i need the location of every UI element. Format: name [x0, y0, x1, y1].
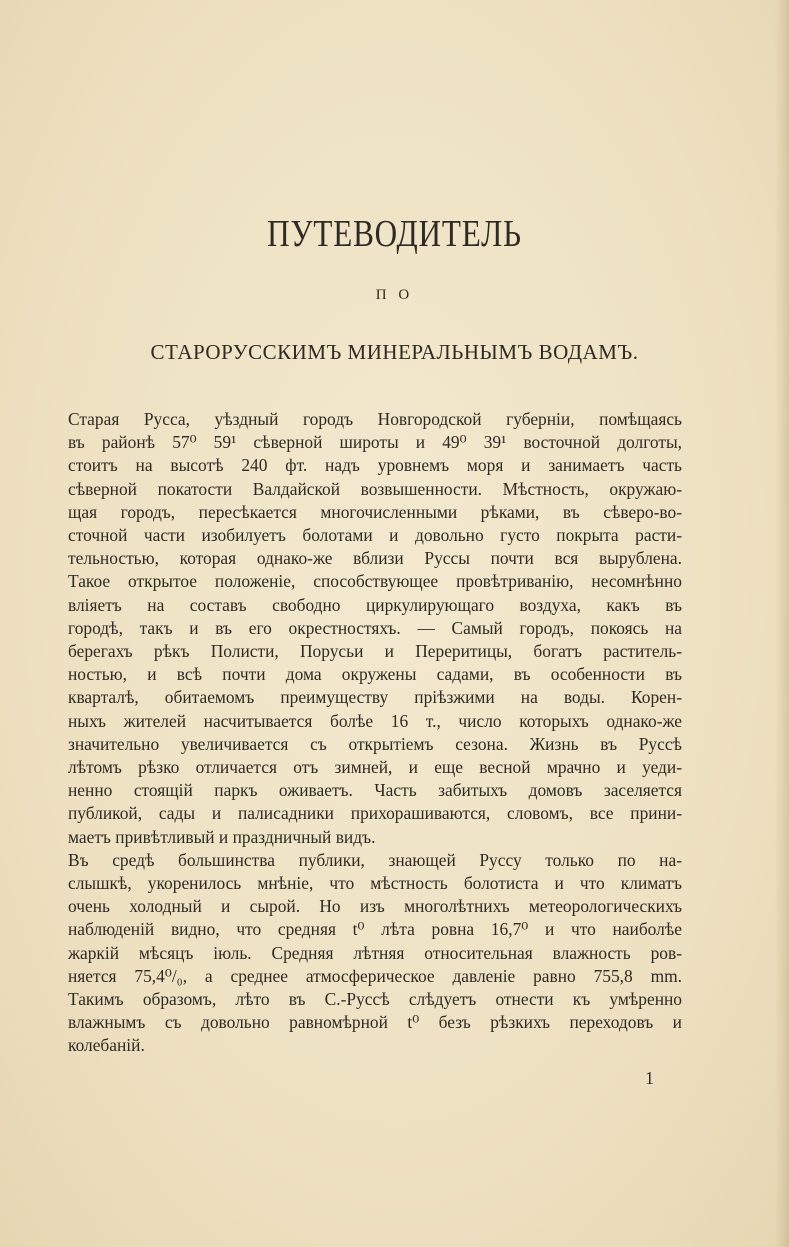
text-line: влажнымъ съ довольно равномѣрной t⁰ безъ рѣзкихъ переходовъ и [68, 1012, 682, 1033]
body-text [68, 408, 682, 1058]
paragraph-1 [68, 408, 682, 849]
text-line: въ районѣ 57⁰ 59¹ сѣверной широты и 49⁰ 39¹ восточной долготы, [68, 432, 682, 453]
text-line: Старая Русса, уѣздный городъ Новгородской губерніи, помѣщаясь [68, 409, 682, 429]
page-edge-shadow [775, 0, 789, 1247]
text-line: Въ средѣ большинства публики, знающей Руссу только по на- [68, 849, 682, 870]
text-line: ненно стоящій паркъ оживаетъ. Часть забитыхъ домовъ заселяется [68, 780, 682, 801]
text-line: вліяетъ на составъ свободно циркулирующаго воздуха, какъ въ [68, 594, 682, 615]
text-line: значительно увеличивается съ открытіемъ сезона. Жизнь въ Руссѣ [68, 733, 682, 754]
text-line: стоитъ на высотѣ 240 фт. надъ уровнемъ моря и занимаетъ часть [68, 455, 682, 476]
text-line: публикой, сады и палисадники прихорашиваются, словомъ, все прини- [68, 803, 682, 824]
text-line: колебаній. [68, 1035, 145, 1056]
text-line: маетъ привѣтливый и праздничный видъ. [68, 826, 376, 847]
text-line: щая городъ, пересѣкается многочисленными рѣками, въ сѣверо-во- [68, 501, 682, 522]
document-subtitle: СТАРОРУССКИМЪ МИНЕРАЛЬНЫМЪ ВОДАМЪ. [150, 340, 639, 364]
title-preposition: П О [375, 287, 414, 303]
text-line: очень холодный и сырой. Но изъ многолѣтнихъ метеорологическихъ [68, 896, 682, 917]
text-line: наблюденій видно, что средняя t⁰ лѣта ровна 16,7⁰ и что наиболѣе [68, 919, 682, 940]
text-line: Такое открытое положеніе, способствующее провѣтриванію, несомнѣнно [68, 571, 682, 592]
text-line: берегахъ рѣкъ Полисти, Порусьи и Переритицы, богатъ раститель- [68, 641, 682, 662]
text-line: тельностью, которая однако-же вблизи Руссы почти вся вырублена. [68, 548, 682, 569]
text-line: слышкѣ, укоренилось мнѣніе, что мѣстность болотиста и что климатъ [68, 873, 682, 894]
document-title: ПУТЕВОДИТЕЛЬ [267, 213, 522, 255]
paragraph-2 [68, 849, 682, 1058]
page-number: 1 [645, 1068, 654, 1088]
text-line: ностью, и всѣ почти дома окружены садами, въ особенности въ [68, 664, 682, 685]
text-line: кварталѣ, обитаемомъ преимуществу пріѣзжими на воды. Корен- [68, 687, 682, 708]
text-line: сѣверной покатости Валдайской возвышенности. Мѣстность, окружаю- [68, 478, 682, 499]
text-line: лѣтомъ рѣзко отличается отъ зимней, и еще весной мрачно и уеди- [68, 757, 682, 778]
text-line: городѣ, такъ и въ его окрестностяхъ. — Самый городъ, покоясь на [68, 617, 682, 638]
text-line: няется 75,4⁰/₀, а среднее атмосферическое давленіе равно 755,8 mm. [68, 965, 682, 986]
text-line: Такимъ образомъ, лѣто въ С.-Руссѣ слѣдуетъ отнести къ умѣренно [68, 989, 682, 1010]
text-line: ныхъ жителей насчитывается болѣе 16 т., число которыхъ однако-же [68, 710, 682, 731]
text-line: сточной части изобилуетъ болотами и довольно густо покрыта расти- [68, 525, 682, 546]
text-line: жаркій мѣсяцъ іюль. Средняя лѣтняя относительная влажность ров- [68, 942, 682, 963]
